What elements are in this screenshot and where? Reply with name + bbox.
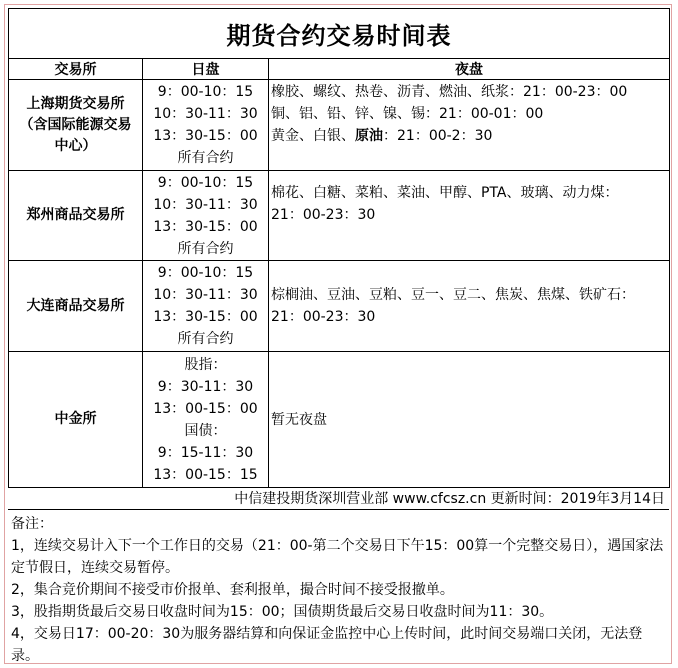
day-session-line: 股指：: [184, 356, 227, 373]
day-session-cell: [143, 171, 269, 261]
note-item: 3，股指期货最后交易日收盘时间为15：00；国债期货最后交易日收盘时间为11：30。: [11, 604, 554, 620]
header-night-session: 夜盘: [269, 59, 670, 80]
day-session-line: 10：30-11：30: [153, 196, 258, 213]
night-session-cell: [269, 171, 670, 261]
night-session-cell: [269, 80, 670, 171]
exchange-cell: [9, 80, 143, 171]
night-line-prefix: 黄金、白银、: [271, 128, 355, 144]
night-session-line: 棕榈油、豆油、豆粕、豆一、豆二、焦炭、焦煤、铁矿石：: [271, 287, 635, 303]
night-session-line: [271, 125, 669, 147]
note-item: 2，集合竞价期间不接受市价报单、套利报单，撮合时间不接受报撤单。: [11, 582, 454, 598]
footer-credit: 中信建投期货深圳营业部 www.cfcsz.cn 更新时间：2019年3月14日: [8, 489, 669, 510]
day-session-line: 所有合约: [177, 150, 234, 166]
exchange-cell: [9, 171, 143, 261]
table-row-dce: [9, 261, 670, 352]
day-session-cell: [143, 261, 269, 352]
night-session-line: 橡胶、螺纹、热卷、沥青、燃油、纸浆：21：00-23：00: [271, 84, 628, 100]
night-line-suffix: ：21：00-2：30: [383, 128, 493, 144]
exchange-name-line: 中金所: [54, 411, 97, 427]
exchange-name-line: （含国际能源交易: [19, 116, 132, 133]
night-session-line: 21：00-23：30: [271, 207, 376, 223]
day-session-line: 9：00-10：15: [157, 265, 254, 281]
day-session-cell: [143, 80, 269, 171]
note-item: 4，交易日17：00-20：30为服务器结算和向保证金监控中心上传时间，此时间交易端口关闭，无法登录。: [11, 626, 643, 664]
notes-heading: 备注：: [11, 516, 53, 532]
day-session-line: 13：00-15：15: [153, 466, 258, 483]
page-title: 期货合约交易时间表: [9, 9, 670, 59]
night-session-line: 暂无夜盘: [271, 411, 327, 428]
day-session-line: 13：00-15：00: [153, 400, 258, 417]
night-session-line: 21：00-23：30: [271, 309, 376, 325]
header-day-session: 日盘: [143, 59, 269, 80]
trading-hours-table: [8, 8, 670, 488]
day-session-line: 10：30-11：30: [153, 287, 258, 303]
day-session-cell: [143, 352, 269, 488]
table-row-czce: [9, 171, 670, 261]
night-session-cell: [269, 261, 670, 352]
exchange-name-line: 上海期货交易所: [26, 95, 125, 112]
notes-section: [11, 513, 666, 667]
day-session-line: 13：30-15：00: [153, 309, 258, 325]
day-session-line: 9：00-10：15: [157, 174, 254, 191]
day-session-line: 国债：: [184, 422, 227, 439]
exchange-cell: [9, 261, 143, 352]
header-exchange: 交易所: [9, 59, 143, 80]
night-session-line: 棉花、白糖、菜粕、菜油、甲醇、PTA、玻璃、动力煤：: [271, 185, 619, 201]
day-session-line: 9：30-11：30: [157, 378, 254, 395]
exchange-cell: [9, 352, 143, 488]
day-session-line: 13：30-15：00: [153, 128, 258, 144]
night-session-cell: [269, 352, 670, 488]
crude-oil-label: 原油: [355, 128, 383, 144]
table-row-shfe: [9, 80, 670, 171]
day-session-line: 9：15-11：30: [157, 444, 254, 461]
night-session-line: 铜、铝、铅、锌、镍、锡：21：00-01：00: [271, 106, 544, 122]
day-session-line: 所有合约: [177, 240, 234, 257]
exchange-name-line: 大连商品交易所: [26, 297, 125, 314]
note-item: 1，连续交易计入下一个工作日的交易（21：00-第二个交易日下午15：00算一个完整交易日），遇国家法定节假日，连续交易暂停。: [11, 538, 664, 576]
day-session-line: 13：30-15：00: [153, 218, 258, 235]
day-session-line: 所有合约: [177, 331, 234, 347]
exchange-name-line: 郑州商品交易所: [26, 207, 125, 223]
exchange-name-line: 中心）: [54, 137, 97, 154]
day-session-line: 10：30-11：30: [153, 106, 258, 122]
day-session-line: 9：00-10：15: [157, 84, 254, 100]
table-row-cffex: [9, 352, 670, 488]
